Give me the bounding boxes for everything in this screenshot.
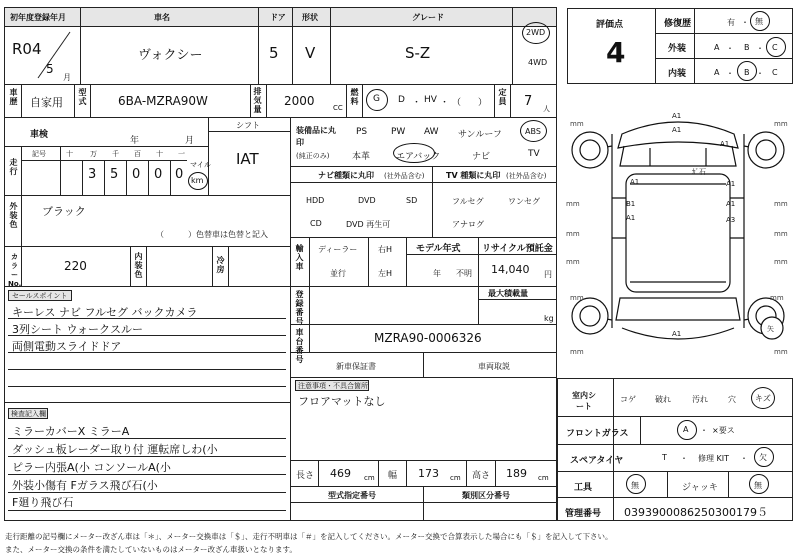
cc-unit: CC [333, 104, 343, 112]
equip-ps: PS [356, 127, 368, 137]
mileage-sign-label: 記号 [32, 150, 46, 158]
mileage-label: 走行 [9, 158, 18, 176]
model-label: 型式 [78, 88, 87, 106]
unit-ju2: 十 [156, 150, 163, 158]
diagram-mark-7: A1 [726, 200, 736, 208]
unit-ju: 十 [66, 150, 73, 158]
equip-leather: 本革 [352, 152, 371, 162]
diagram-mark-2: A1 [672, 126, 682, 134]
ext-a: A [714, 43, 720, 52]
equip-abs: ABS [525, 127, 541, 136]
sales-points-label: セールスポイント [12, 292, 68, 300]
fuel-label: 燃料 [350, 88, 359, 106]
height-value: 189 [506, 467, 527, 480]
type-number-label: 型式指定番号 [328, 491, 376, 500]
repair-none: 無 [755, 17, 763, 26]
room-scratch: キズ [755, 394, 771, 403]
max-load-label: 最大積載量 [488, 289, 528, 298]
diagram-mark-8: A1 [726, 180, 736, 188]
color-no-label: カラーNo. [8, 253, 22, 288]
mm-4: mm [566, 200, 580, 208]
usage-value: 自家用 [30, 96, 63, 109]
nav-hdd: HDD [306, 196, 325, 205]
int-grade-label: 内装 [668, 69, 687, 79]
month-unit: 月 [63, 73, 71, 82]
chassis-value: MZRA90-0006326 [374, 331, 482, 345]
diagram-mark-3: A1 [720, 140, 730, 148]
room-tear: 破れ [655, 395, 671, 404]
repair-label: 修復歴 [664, 19, 692, 29]
km-unit: km [191, 176, 204, 185]
inspector-label: 検査記入欄 [11, 410, 46, 418]
equip-navi: ナビ [472, 152, 491, 162]
displacement-label: 排気量 [253, 87, 262, 114]
inspector-line-5: F廻り飛び石 [12, 496, 74, 509]
height-cm: cm [538, 474, 549, 482]
car-name-label: 車名 [154, 13, 170, 22]
spare-label: スペアタイヤ [570, 456, 624, 466]
drive-2wd: 2WD [526, 28, 546, 37]
length-cm: cm [364, 474, 375, 482]
repair-dot: ・ [741, 18, 749, 27]
length-label: 長さ [296, 471, 315, 481]
unit-man: 万 [90, 150, 97, 158]
nav-dvd-play: DVD 再生可 [346, 220, 391, 229]
diagram-mark-6: A1 [626, 214, 636, 222]
handle-right: 右H [378, 245, 393, 254]
mileage-digit-5: 0 [175, 167, 184, 182]
recycle-yen: 円 [544, 270, 552, 279]
shape-label: 形状 [302, 13, 318, 22]
diagram-mark-9: A3 [726, 216, 736, 224]
capacity-label: 定員 [498, 88, 507, 106]
recycle-value: 14,040 [491, 263, 530, 276]
mile-unit: マイル [190, 161, 211, 169]
notes-value: フロアマットなし [298, 395, 386, 408]
mm-9: mm [570, 294, 584, 302]
spare-kit: 修理 KIT [698, 454, 730, 463]
glass-replace: ×要ス [712, 426, 735, 435]
inspector-line-1: ミラーカバーX ミラーA [12, 425, 130, 438]
first-reg-month: 5 [46, 62, 54, 76]
int-a: A [714, 68, 720, 77]
diagram-mark-4: A1 [630, 178, 640, 186]
shift-value: IAT [236, 150, 259, 168]
sales-line-3: 両側電動スライドドア [12, 340, 122, 353]
shape-value: V [305, 44, 316, 62]
ext-dot2: ・ [756, 44, 764, 53]
glass-a: A [683, 425, 689, 434]
equipment-sub: (純正のみ) [296, 152, 330, 160]
fuel-paren-close: ） [478, 98, 488, 108]
import-label: 輸入車 [295, 244, 304, 271]
displacement-value: 2000 [284, 94, 315, 108]
first-reg-year: R04 [12, 40, 42, 58]
mileage-digit-1: 3 [88, 167, 97, 182]
diagram-mark-1: A1 [672, 112, 682, 120]
exterior-value: ブラック [42, 205, 86, 218]
mgmt-value: 0393900086250300179５ [624, 506, 768, 519]
inspection-year: 年 [130, 136, 140, 146]
equip-sunroof: サンルーフ [458, 130, 502, 140]
rating-label: 評価点 [596, 20, 624, 30]
inspection-month: 月 [185, 136, 195, 146]
doors-label: ドア [270, 13, 286, 22]
manual-label: 車両取説 [478, 362, 510, 371]
mgmt-label: 管理番号 [565, 509, 602, 519]
ext-grade-label: 外装 [668, 44, 687, 54]
notes-label: 注意事項・不具合箇所 [298, 382, 368, 390]
nav-type-label: ナビ種類に丸印 [318, 171, 374, 180]
grade-value: S-Z [405, 44, 431, 62]
nav-cd: CD [310, 219, 322, 228]
grade-label: グレード [412, 13, 444, 22]
diagram-mark-12: 矢 [767, 325, 774, 333]
fuel-d: D [398, 95, 405, 105]
spare-t: T [662, 453, 667, 462]
tv-type-sub: (社外品含む) [506, 172, 547, 180]
ext-dot: ・ [726, 44, 734, 53]
person-unit: 人 [543, 105, 550, 113]
fuel-paren-open: （ [452, 98, 462, 108]
import-parallel: 並行 [330, 269, 346, 278]
int-dot2: ・ [756, 69, 764, 78]
diagram-mark-11: ｶﾞ石 [692, 168, 706, 176]
chassis-label: 車台番号 [295, 328, 304, 364]
fuel-hv: HV [424, 95, 437, 105]
width-value: 173 [418, 467, 439, 480]
int-b: B [744, 68, 750, 77]
width-cm: cm [450, 474, 461, 482]
ext-c: C [772, 43, 778, 52]
first-reg-label: 初年度登録年月 [10, 13, 66, 22]
sales-line-1: キーレス ナビ フルセグ バックカメラ [12, 306, 198, 319]
tv-type-label: TV 種類に丸印 [446, 171, 501, 180]
handle-left: 左H [378, 269, 393, 278]
tools-label: 工具 [574, 483, 593, 493]
footer-line-1: 走行距離の記号欄にメーター改ざん車は「＊」、メーター交換車は「＄」、走行不明車は「＃」を記入してください。メーター交換で合算表示した場合にも「＄」を記入して下さい。 [5, 532, 613, 541]
spare-missing: 欠 [759, 453, 767, 462]
width-label: 幅 [388, 471, 398, 481]
import-dealer: ディーラー [318, 245, 358, 254]
mm-1: mm [570, 120, 584, 128]
car-damage-diagram [560, 88, 796, 378]
nav-sd: SD [406, 196, 418, 205]
model-year-unknown: 不明 [456, 269, 472, 278]
tools-value: 無 [631, 481, 639, 490]
mm-10: mm [770, 294, 784, 302]
glass-dot: ・ [700, 426, 708, 435]
inspector-line-3: ピラー内張A(小 コンソールA(小 [12, 461, 171, 474]
exterior-note: （ ）色替車は色替と記入 [156, 230, 268, 239]
room-burn: コゲ [620, 395, 636, 404]
fuel-dot: ・ [412, 98, 422, 108]
color-no-value: 220 [64, 259, 87, 273]
tv-analog: アナログ [452, 220, 484, 229]
ext-b: B [744, 43, 750, 52]
mileage-digit-2: 5 [110, 167, 119, 182]
mm-11: mm [570, 348, 584, 356]
diagram-mark-10: A1 [672, 330, 682, 338]
drive-4wd: 4WD [528, 58, 548, 67]
equip-pw: PW [391, 127, 406, 137]
equip-airbag: エアバック [396, 152, 441, 162]
spare-dot: ・ [680, 454, 688, 463]
mm-2: mm [774, 120, 788, 128]
mm-7: mm [774, 258, 788, 266]
car-name-value: ヴォクシー [138, 48, 203, 63]
mm-12: mm [774, 348, 788, 356]
capacity-value: 7 [524, 94, 533, 109]
spare-dot2: ・ [740, 454, 748, 463]
jack-value: 無 [754, 481, 762, 490]
inspection-label: 車検 [30, 130, 49, 140]
reg-class-label: 車歴 [9, 88, 18, 106]
equipment-label: 装備品に丸印 [296, 126, 336, 147]
int-dot: ・ [726, 69, 734, 78]
tv-oneseg: ワンセグ [508, 197, 540, 206]
glass-label: フロントガラス [566, 429, 629, 439]
equip-tv: TV [528, 149, 540, 159]
nav-dvd: DVD [358, 196, 376, 205]
unit-ichi: 一 [178, 150, 185, 158]
nav-type-sub: (社外品含む) [384, 172, 425, 180]
mm-5: mm [566, 230, 580, 238]
recycle-label: リサイクル預託金 [482, 244, 553, 254]
fuel-g: G [373, 94, 380, 104]
new-warranty-label: 新車保証書 [336, 362, 376, 371]
registration-label: 登録番号 [295, 290, 304, 326]
mileage-digit-4: 0 [154, 167, 163, 182]
sales-line-2: 3列シート ウォークスルー [12, 323, 143, 336]
doors-value: 5 [269, 44, 279, 62]
unit-sen: 千 [112, 150, 119, 158]
unit-hyaku: 百 [134, 150, 141, 158]
length-value: 469 [330, 467, 351, 480]
repair-yes: 有 [727, 18, 735, 27]
interior-color-label: 内装色 [134, 252, 143, 279]
mm-6: mm [774, 230, 788, 238]
inspector-line-4: 外装小傷有 Fガラス飛び石(小 [12, 479, 158, 492]
model-value: 6BA-MZRA90W [118, 94, 208, 108]
max-load-kg: kg [544, 314, 554, 323]
fuel-dot2: ・ [440, 98, 450, 108]
tv-fullseg: フルセグ [452, 197, 484, 206]
diagram-mark-5: B1 [626, 200, 636, 208]
height-label: 高さ [472, 471, 491, 481]
ac-label: 冷房 [216, 256, 225, 274]
model-year-unit: 年 [433, 269, 441, 278]
model-year-label: モデル年式 [416, 244, 461, 254]
inspector-line-2: ダッシュ板レーダー取り付 運転席しわ(小 [12, 443, 218, 456]
mm-8: mm [566, 258, 580, 266]
rating-value: 4 [606, 36, 626, 69]
room-dirt: 汚れ [692, 395, 708, 404]
equip-aw: AW [424, 127, 439, 137]
mm-3: mm [774, 200, 788, 208]
class-number-label: 類別区分番号 [462, 491, 510, 500]
mileage-digit-3: 0 [132, 167, 141, 182]
shift-label: シフト [236, 121, 260, 130]
room-seat-label: 室内シート [572, 391, 596, 411]
exterior-label: 外装色 [9, 202, 18, 229]
jack-label: ジャッキ [682, 483, 718, 493]
footer-line-2: また、メーター交換の条件を満たしていないものはメーター改ざん車扱いとなります。 [5, 545, 297, 554]
int-c: C [772, 68, 778, 77]
room-hole: 穴 [728, 395, 736, 404]
